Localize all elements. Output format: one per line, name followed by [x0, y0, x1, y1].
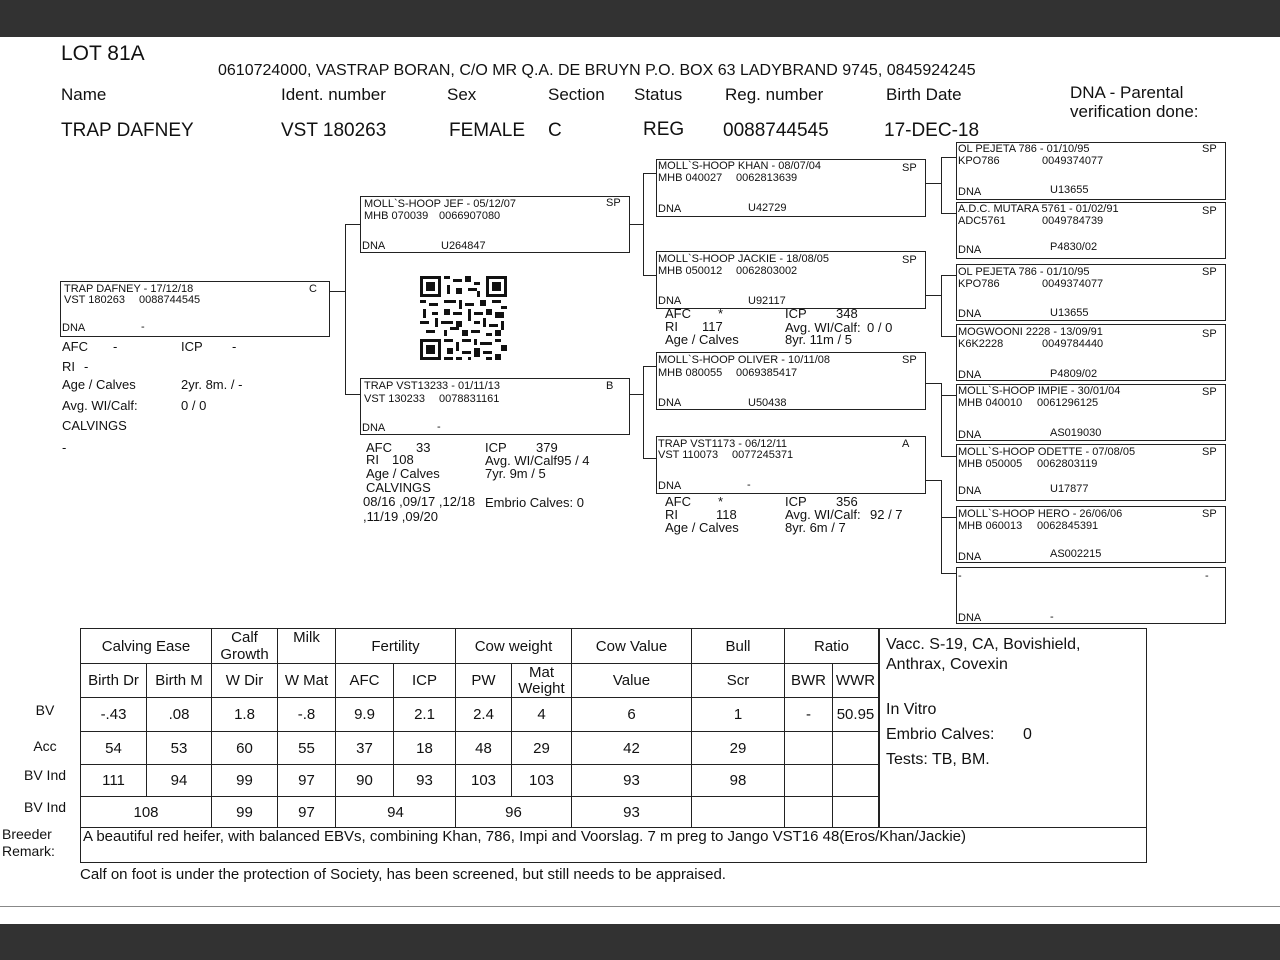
group-header: Calving Ease — [81, 629, 212, 664]
animal-status: REG — [643, 119, 685, 140]
dam-ri-label: RI — [366, 452, 379, 467]
gp-reg: 0077245371 — [732, 449, 794, 461]
great-grandparent-box — [956, 567, 1226, 624]
connector — [941, 383, 942, 456]
acc-cell: 55 — [278, 732, 336, 765]
row-label: BV Ind — [23, 799, 67, 815]
bv-cell: 6 — [572, 698, 692, 732]
acc-cell: 37 — [336, 732, 394, 765]
header-name: Name — [61, 85, 107, 104]
column-header: Value — [572, 664, 692, 698]
ind-group-cell: 96 — [456, 797, 572, 829]
group-header: Calf Growth — [212, 629, 278, 664]
gp-afc: * — [718, 306, 724, 321]
dam-box — [360, 378, 630, 435]
bv-cell: 1.8 — [212, 698, 278, 732]
gp-id: MHB 050012 — [658, 265, 723, 277]
ggp-section: SP — [1202, 205, 1217, 217]
subject-afc: - — [113, 339, 118, 354]
ggp-dna-label: DNA — [958, 186, 982, 198]
bv-cell: 1 — [692, 698, 785, 732]
ind-cell: 99 — [212, 765, 278, 797]
grandparent-box — [656, 159, 926, 217]
header-section: Section — [548, 85, 605, 104]
ind-cell: 98 — [692, 765, 785, 797]
acc-cell: 53 — [147, 732, 212, 765]
connector — [926, 183, 941, 184]
gp-title: MOLL`S-HOOP JACKIE - 18/08/05 — [658, 253, 829, 265]
subject-age: 2yr. 8m. / - — [181, 377, 243, 392]
ggp-dna: P4809/02 — [1050, 368, 1098, 380]
bv-cell: 4 — [512, 698, 572, 732]
breeder-remark-label: Breeder Remark: — [2, 826, 55, 859]
sire-dna: U264847 — [441, 240, 486, 252]
dam-wean: 95 / 4 — [557, 453, 590, 468]
subject-wean: 0 / 0 — [181, 398, 207, 413]
dam-age: 7yr. 9m / 5 — [485, 466, 546, 481]
gp-age-label: Age / Calves — [665, 332, 739, 347]
connector — [941, 157, 956, 158]
remark-box — [80, 827, 1147, 863]
great-grandparent-box — [956, 506, 1226, 563]
column-header: W Dir — [212, 664, 278, 698]
bv-cell: 50.95 — [833, 698, 879, 732]
gp-dna: U42729 — [748, 202, 787, 214]
gp-age: 8yr. 11m / 5 — [785, 332, 852, 347]
ind-group-cell: 97 — [278, 797, 336, 829]
ggp-id: ADC5761 — [958, 215, 1006, 227]
subject-dna: - — [141, 321, 145, 333]
connector — [643, 173, 644, 275]
acc-cell: 29 — [692, 732, 785, 765]
bv-cell: 2.1 — [394, 698, 456, 732]
ggp-dna: U13655 — [1050, 184, 1089, 196]
header-sex: Sex — [447, 85, 477, 104]
ggp-section: SP — [1202, 328, 1217, 340]
subject-section: C — [309, 283, 317, 295]
dam-title: TRAP VST13233 - 01/11/13 — [364, 380, 500, 392]
gp-section: SP — [902, 354, 917, 366]
header-reg: Reg. number — [725, 85, 824, 104]
gp-reg: 0062813639 — [736, 172, 798, 184]
connector — [941, 573, 956, 574]
connector — [345, 394, 360, 395]
ggp-dna: - — [1050, 611, 1054, 623]
ggp-dna: AS019030 — [1050, 427, 1102, 439]
ind-cell: 94 — [147, 765, 212, 797]
subject-calvings-label: CALVINGS — [62, 418, 127, 433]
column-header: ICP — [394, 664, 456, 698]
ggp-id: KPO786 — [958, 278, 1000, 290]
dam-icp: 379 — [536, 440, 558, 455]
acc-cell: 42 — [572, 732, 692, 765]
connector — [941, 157, 942, 213]
ind-group-cell — [833, 797, 879, 829]
animal-ident: VST 180263 — [281, 120, 387, 141]
ind-cell — [785, 765, 833, 797]
vaccinations: Vacc. S-19, CA, Bovishield, Anthrax, Covexin — [886, 636, 1081, 673]
dam-calvings-2: ,11/19 ,09/20 — [363, 509, 438, 524]
column-header: W Mat — [278, 664, 336, 698]
connector — [345, 224, 360, 225]
ggp-id: KPO786 — [958, 155, 1000, 167]
dam-reg: 0078831161 — [439, 393, 500, 405]
bv-cell: .08 — [147, 698, 212, 732]
ggp-id: MHB 060013 — [958, 520, 1023, 532]
ebv-table — [80, 628, 879, 829]
ggp-dna: U17877 — [1050, 483, 1089, 495]
connector — [941, 336, 956, 337]
acc-cell: 29 — [512, 732, 572, 765]
gp-icp-label: ICP — [785, 494, 807, 509]
column-header-row — [81, 664, 879, 698]
sire-reg: 0066907080 — [439, 210, 501, 222]
acc-cell — [833, 732, 879, 765]
header-ident: Ident. number — [281, 85, 386, 104]
sire-title: MOLL`S-HOOP JEF - 05/12/07 — [364, 198, 517, 210]
gp-age: 8yr. 6m / 7 — [785, 520, 846, 535]
ggp-dna: U13655 — [1050, 307, 1089, 319]
ggp-title: MOLL`S-HOOP HERO - 26/06/06 — [958, 508, 1123, 520]
ggp-dna-label: DNA — [958, 244, 982, 256]
dam-dna: - — [437, 421, 441, 433]
ind-cell — [833, 765, 879, 797]
ind-group-cell: 93 — [572, 797, 692, 829]
header-birth: Birth Date — [886, 85, 962, 104]
ggp-dna-label: DNA — [958, 612, 982, 624]
ggp-dna-label: DNA — [958, 429, 982, 441]
connector — [643, 458, 656, 459]
gp-dna-label: DNA — [658, 295, 682, 307]
dam-ri: 108 — [392, 452, 414, 467]
qr-code — [420, 276, 507, 360]
gp-ri-label: RI — [665, 507, 678, 522]
ggp-section: - — [1205, 570, 1209, 582]
ggp-title: OL PEJETA 786 - 01/10/95 — [958, 266, 1090, 278]
connector — [629, 394, 643, 395]
ind-group-cell — [692, 797, 785, 829]
gp-afc: * — [718, 494, 724, 509]
connector — [643, 366, 656, 367]
group-header: Fertility — [336, 629, 456, 664]
ggp-dna-label: DNA — [958, 369, 982, 381]
sire-box — [360, 196, 630, 253]
group-header: Bull — [692, 629, 785, 664]
embrio-value: 0 — [1023, 726, 1032, 743]
bv-row — [81, 698, 879, 732]
gp-section: SP — [902, 254, 917, 266]
gp-section: SP — [902, 162, 917, 174]
column-header: WWR — [833, 664, 879, 698]
ggp-title: MOLL`S-HOOP ODETTE - 07/08/05 — [958, 446, 1136, 458]
connector — [941, 275, 956, 276]
animal-section: C — [548, 120, 562, 141]
subject-title: TRAP DAFNEY - 17/12/18 — [64, 283, 194, 295]
subject-id: VST 180263 — [64, 294, 125, 306]
great-grandparent-box — [956, 444, 1226, 501]
animal-sex: FEMALE — [449, 120, 526, 141]
gp-icp: 348 — [836, 306, 858, 321]
great-grandparent-box — [956, 384, 1226, 441]
group-header: Cow weight — [456, 629, 572, 664]
ind-cell: 103 — [456, 765, 512, 797]
ind-cell: 93 — [572, 765, 692, 797]
connector — [941, 480, 942, 573]
ggp-section: SP — [1202, 508, 1217, 520]
dam-wean-label: Avg. WI/Calf — [485, 453, 558, 468]
row-label: BV Ind — [23, 767, 67, 783]
dam-afc-label: AFC — [366, 440, 392, 455]
gp-title: MOLL`S-HOOP OLIVER - 10/11/08 — [658, 354, 830, 366]
bv-cell: 2.4 — [456, 698, 512, 732]
subject-wean-label: Avg. WI/Calf: — [62, 398, 138, 413]
connector — [926, 383, 941, 384]
gp-ri: 118 — [716, 507, 737, 522]
ggp-dna: P4830/02 — [1050, 241, 1098, 253]
column-header: Birth M — [147, 664, 212, 698]
bv-cell: -.43 — [81, 698, 147, 732]
ggp-section: SP — [1202, 446, 1217, 458]
gp-dna: U50438 — [748, 397, 787, 409]
ggp-reg: 0061296125 — [1037, 397, 1099, 409]
subject-ri-label: RI — [62, 359, 75, 374]
column-header: Mat Weight — [512, 664, 572, 698]
ggp-id: MHB 050005 — [958, 458, 1023, 470]
ggp-title: - — [958, 570, 962, 582]
bv-ind-row — [81, 765, 879, 797]
gp-ri-label: RI — [665, 319, 678, 334]
subject-icp-label: ICP — [181, 339, 203, 354]
grandparent-box — [656, 251, 926, 309]
ggp-dna: AS002215 — [1050, 548, 1102, 560]
ggp-id: MHB 040010 — [958, 397, 1023, 409]
ind-cell: 97 — [278, 765, 336, 797]
column-header: BWR — [785, 664, 833, 698]
connector — [643, 366, 644, 458]
gp-ri: 117 — [702, 319, 723, 334]
ind-group-cell: 108 — [81, 797, 212, 829]
gp-reg: 0062803002 — [736, 265, 798, 277]
subject-box — [60, 281, 330, 337]
gp-dna-label: DNA — [658, 203, 682, 215]
connector — [941, 395, 956, 396]
row-label: BV — [35, 702, 55, 718]
sire-id: MHB 070039 — [364, 210, 429, 222]
subject-age-label: Age / Calves — [62, 377, 136, 392]
ggp-title: A.D.C. MUTARA 5761 - 01/02/91 — [958, 203, 1119, 215]
dam-calvings-1: 08/16 ,09/17 ,12/18 — [363, 494, 476, 509]
ggp-title: MOLL`S-HOOP IMPIE - 30/01/04 — [958, 385, 1121, 397]
gp-id: VST 110073 — [658, 449, 719, 461]
acc-row — [81, 732, 879, 765]
notes-box — [879, 628, 1147, 828]
owner-info: 0610724000, VASTRAP BORAN, C/O MR Q.A. DE BRUYN P.O. BOX 63 LADYBRAND 9745, 0845924245 — [218, 62, 976, 79]
ggp-section: SP — [1202, 143, 1217, 155]
gp-dna: U92117 — [748, 295, 786, 307]
remark-text: A beautiful red heifer, with balanced EBVs, combining Khan, 786, Impi and Voorslag. 7 m preg to Jango VST16 48(Eros/Khan/Jackie) — [83, 828, 967, 845]
gp-wean-label: Avg. WI/Calf: — [785, 320, 861, 335]
great-grandparent-box — [956, 142, 1226, 200]
group-header-row — [81, 629, 879, 664]
great-grandparent-box — [956, 264, 1226, 321]
ggp-reg: 0049784440 — [1042, 338, 1104, 350]
gp-dna-label: DNA — [658, 480, 682, 492]
dam-age-label: Age / Calves — [366, 466, 440, 481]
connector — [941, 456, 956, 457]
dam-section: B — [606, 380, 614, 392]
animal-birth: 17-DEC-18 — [884, 120, 980, 141]
gp-wean: 92 / 7 — [870, 507, 903, 522]
ind-group-cell: 94 — [336, 797, 456, 829]
gp-age-label: Age / Calves — [665, 520, 739, 535]
animal-name: TRAP DAFNEY — [61, 120, 194, 141]
gp-title: TRAP VST1173 - 06/12/11 — [658, 438, 788, 450]
connector — [926, 295, 941, 296]
group-header: Ratio — [785, 629, 879, 664]
ggp-reg: 0049784739 — [1042, 215, 1104, 227]
gp-id: MHB 040027 — [658, 172, 723, 184]
gp-dna: - — [747, 479, 751, 491]
connector — [629, 224, 643, 225]
column-header: Birth Dr — [81, 664, 147, 698]
acc-cell — [785, 732, 833, 765]
subject-reg: 0088744545 — [139, 294, 201, 306]
animal-reg: 0088744545 — [723, 120, 829, 141]
column-header: PW — [456, 664, 512, 698]
great-grandparent-box — [956, 324, 1226, 381]
ggp-title: MOGWOONI 2228 - 13/09/91 — [958, 326, 1103, 338]
ind-group-cell: 99 — [212, 797, 278, 829]
connector — [941, 517, 956, 518]
header-status: Status — [634, 85, 683, 104]
ggp-reg: 0062845391 — [1037, 520, 1099, 532]
ggp-title: OL PEJETA 786 - 01/10/95 — [958, 143, 1090, 155]
gp-title: MOLL`S-HOOP KHAN - 08/07/04 — [658, 160, 822, 172]
top-bar — [0, 0, 1280, 37]
dam-afc: 33 — [416, 440, 431, 455]
group-header: Milk — [278, 629, 336, 664]
connector — [643, 173, 656, 174]
column-header: Scr — [692, 664, 785, 698]
header-dna: DNA - Parental verification done: — [1070, 83, 1199, 121]
acc-cell: 18 — [394, 732, 456, 765]
great-grandparent-box — [956, 202, 1226, 259]
dam-calvings-label: CALVINGS — [366, 480, 431, 495]
footer-note: Calf on foot is under the protection of Society, has been screened, but still needs to be appraised. — [80, 866, 726, 883]
dam-dna-label: DNA — [362, 422, 386, 434]
bv-cell: - — [785, 698, 833, 732]
gp-dna-label: DNA — [658, 397, 682, 409]
connector — [643, 275, 656, 276]
gp-reg: 0069385417 — [736, 367, 798, 379]
grandparent-box — [656, 352, 926, 410]
grandparent-box — [656, 436, 926, 494]
ggp-section: SP — [1202, 386, 1217, 398]
bv-cell: 9.9 — [336, 698, 394, 732]
subject-afc-label: AFC — [62, 339, 88, 354]
gp-afc-label: AFC — [665, 494, 691, 509]
gp-icp-label: ICP — [785, 306, 807, 321]
ggp-dna-label: DNA — [958, 308, 982, 320]
connector — [941, 213, 956, 214]
ind-cell: 93 — [394, 765, 456, 797]
gp-id: MHB 080055 — [658, 367, 723, 379]
column-header: AFC — [336, 664, 394, 698]
lot-number: LOT 81A — [61, 42, 145, 65]
acc-cell: 60 — [212, 732, 278, 765]
subject-icp: - — [232, 339, 237, 354]
subject-calvings: - — [62, 440, 67, 455]
group-header: Cow Value — [572, 629, 692, 664]
ind-group-cell — [785, 797, 833, 829]
gp-section: A — [902, 438, 910, 450]
ggp-reg: 0062803119 — [1037, 458, 1098, 470]
subject-dna-label: DNA — [62, 322, 86, 334]
ggp-dna-label: DNA — [958, 551, 982, 563]
ggp-reg: 0049374077 — [1042, 155, 1104, 167]
dam-icp-label: ICP — [485, 440, 507, 455]
embrio-label: Embrio Calves: — [886, 726, 995, 743]
subject-ri: - — [84, 359, 89, 374]
bv-ind-group-row — [81, 797, 879, 829]
bv-cell: -.8 — [278, 698, 336, 732]
ggp-reg: 0049374077 — [1042, 278, 1104, 290]
bottom-bar — [0, 924, 1280, 960]
dam-embrio: Embrio Calves: 0 — [485, 495, 584, 510]
row-label: Acc — [33, 738, 57, 754]
ggp-dna-label: DNA — [958, 485, 982, 497]
ind-cell: 90 — [336, 765, 394, 797]
connector — [941, 275, 942, 336]
connector — [345, 224, 346, 394]
footer-divider — [0, 906, 1280, 907]
gp-wean: 0 / 0 — [867, 320, 893, 335]
dam-id: VST 130233 — [364, 393, 425, 405]
ind-cell: 111 — [81, 765, 147, 797]
tests: Tests: TB, BM. — [886, 751, 990, 768]
acc-cell: 54 — [81, 732, 147, 765]
connector — [926, 480, 941, 481]
sire-section: SP — [606, 197, 621, 209]
ggp-section: SP — [1202, 266, 1217, 278]
acc-cell: 48 — [456, 732, 512, 765]
gp-wean-label: Avg. WI/Calf: — [785, 507, 861, 522]
ind-cell: 103 — [512, 765, 572, 797]
in-vitro: In Vitro — [886, 701, 937, 718]
sire-dna-label: DNA — [362, 240, 386, 252]
ggp-id: K6K2228 — [958, 338, 1004, 350]
connector — [329, 291, 345, 292]
gp-afc-label: AFC — [665, 306, 691, 321]
gp-icp: 356 — [836, 494, 858, 509]
